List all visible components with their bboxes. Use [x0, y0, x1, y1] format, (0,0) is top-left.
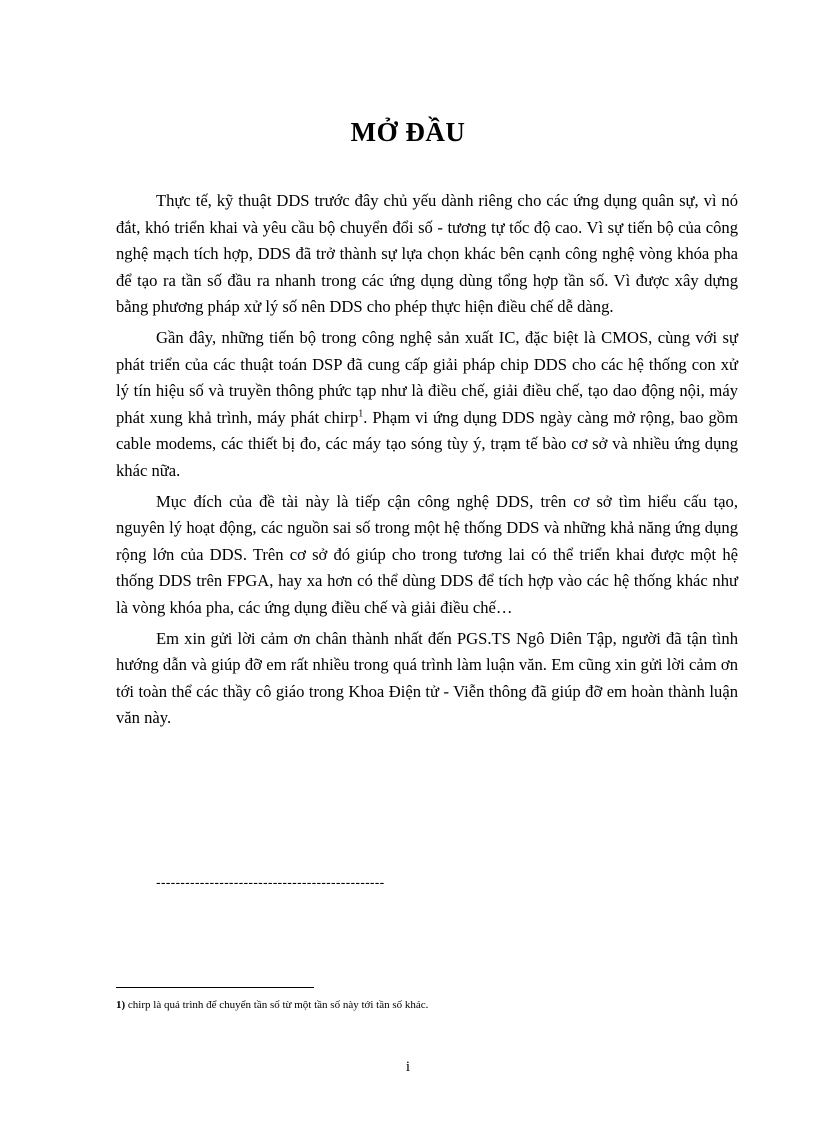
page-number: i	[405, 1059, 411, 1075]
paragraph-2	[116, 325, 738, 485]
dashed-separator: -----------------------------------------------	[156, 874, 385, 890]
body-text	[116, 188, 738, 736]
footnote-text: chirp là quá trình để chuyển tần số từ một tần số này tới tần số khác.	[125, 999, 429, 1011]
paragraph-2-text-before-ref: Gần đây, những tiến bộ trong công nghệ sản xuất IC, đặc biệt là CMOS, cùng với sự phát triển của các thuật toán DSP đã cung cấp giải pháp chip DDS cho các hệ thống con xử lý tín hiệu số và truyền thông phức tạp như là điều chế, giải điều chế, tạo dao động nội, máy phát xung khả trình, máy phát chirp	[116, 327, 738, 427]
footnote-reference[interactable]: 1	[358, 408, 364, 420]
page-title: MỞ ĐẦU	[350, 117, 466, 147]
footnote	[116, 998, 428, 1012]
paragraph-2-text-after-ref: . Phạm vi ứng dụng DDS ngày càng mở rộng, bao gồm cable modems, các thiết bị đo, các máy tạo sóng tùy ý, trạm tế bào cơ sở và nhiều ứng dụng khác nữa.	[116, 407, 739, 480]
paragraph-4: Em xin gửi lời cảm ơn chân thành nhất đến PGS.TS Ngô Diên Tập, người đã tận tình hướng dẫn và giúp đỡ em rất nhiều trong quá trình làm luận văn. Em cũng xin gửi lời cảm ơn tới toàn thể các thầy cô giáo trong Khoa Điện tử - Viễn thông đã giúp đỡ em hoàn thành luận văn này.	[116, 628, 738, 728]
paragraph-1: Thực tế, kỹ thuật DDS trước đây chủ yếu dành riêng cho các ứng dụng quân sự, vì nó đắt, khó triển khai và yêu cầu bộ chuyển đổi số - tương tự tốc độ cao. Vì sự tiến bộ của công nghệ mạch tích hợp, DDS đã trở thành sự lựa chọn khác bên cạnh công nghệ vòng khóa pha để tạo ra tần số đầu ra nhanh trong các ứng dụng dùng tổng hợp tần số. Vì được xây dựng bằng phương pháp xử lý số nên DDS cho phép thực hiện điều chế dễ dàng.	[116, 191, 738, 317]
footnote-divider	[116, 987, 314, 988]
footnote-marker: 1)	[116, 999, 126, 1011]
paragraph-3: Mục đích của đề tài này là tiếp cận công nghệ DDS, trên cơ sở tìm hiểu cấu tạo, nguyên lý hoạt động, các nguồn sai số trong một hệ thống DDS và những khả năng ứng dụng rộng lớn của DDS. Trên cơ sở đó giúp cho trong tương lai có thể triển khai được một hệ thống DDS trên FPGA, hay xa hơn có thể dùng DDS để tích hợp vào các hệ thống khác như là vòng khóa pha, các ứng dụng điều chế và giải điều chế…	[116, 491, 738, 617]
